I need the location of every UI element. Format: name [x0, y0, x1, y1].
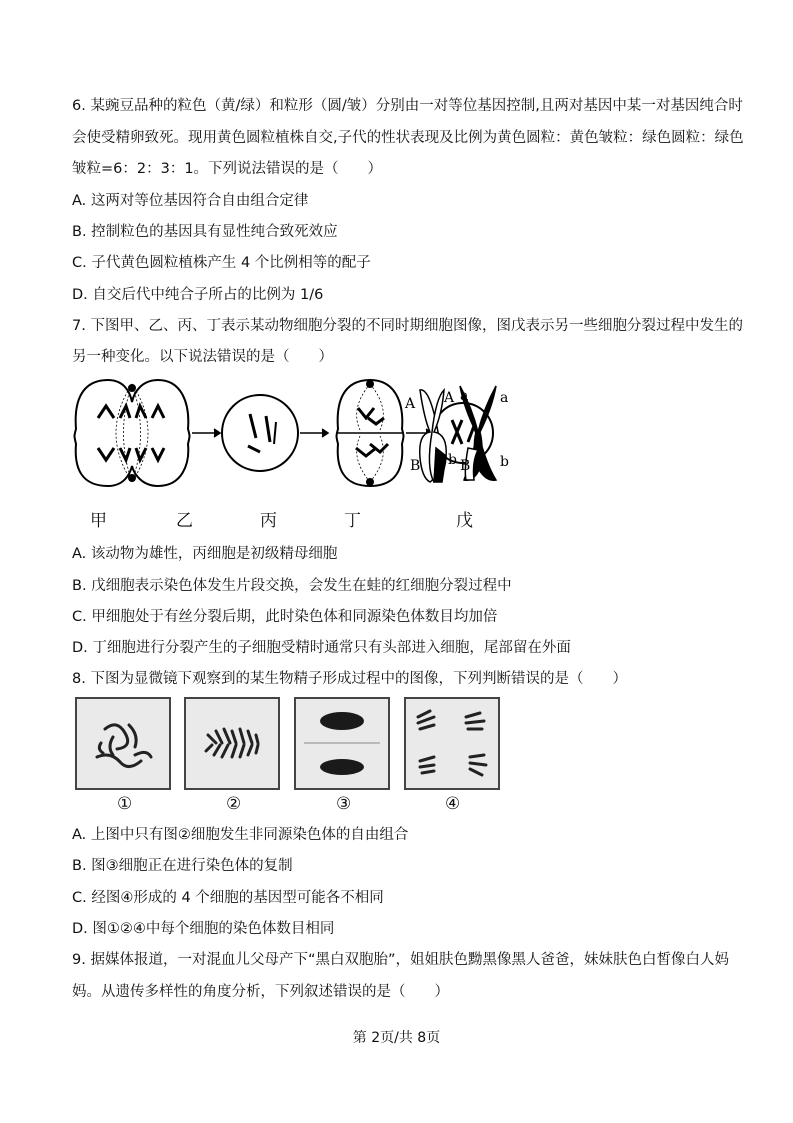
- label-1: ①: [117, 794, 133, 814]
- q8-option-d: D. 图①②④中每个细胞的染色体数目相同: [72, 921, 335, 937]
- q6-stem-line3: 皱粒=6：2：3：1。下列说法错误的是（ ）: [72, 161, 383, 177]
- q8-stem: 8. 下图为显微镜下观察到的某生物精子形成过程中的图像，下列判断错误的是（ ）: [72, 671, 627, 687]
- micrograph-4: [404, 697, 500, 790]
- page-footer: 第 2页/共 8页: [352, 1030, 441, 1046]
- q6-option-b: B. 控制粒色的基因具有显性纯合致死效应: [72, 224, 338, 240]
- gene-a-left: a: [460, 388, 469, 404]
- gene-B-right: B: [460, 458, 471, 474]
- micrograph-2: [184, 697, 280, 790]
- q8-option-a: A. 上图中只有图②细胞发生非同源染色体的自由组合: [72, 827, 409, 843]
- gene-b-right: b: [500, 454, 509, 470]
- q6-stem-line1: 6. 某豌豆品种的粒色（黄/绿）和粒形（圆/皱）分别由一对等位基因控制,且两对基因中某一对基因纯合时: [72, 98, 743, 114]
- label-bing: 丙: [260, 511, 277, 531]
- arrow-1: [192, 429, 220, 437]
- q7-option-c: C. 甲细胞处于有丝分裂后期，此时染色体和同源染色体数目均加倍: [72, 609, 498, 625]
- gene-A-right: A: [444, 390, 455, 406]
- q6-stem-line2: 会使受精卵致死。现用黄色圆粒植株自交,子代的性状表现及比例为黄色圆粒：黄色皱粒：绿色圆粒：绿色: [72, 130, 744, 146]
- q6-option-a: A. 这两对等位基因符合自由组合定律: [72, 193, 309, 209]
- q9-stem-line1: 9. 据媒体报道，一对混血儿父母产下“黑白双胞胎”，姐姐肤色黝黑像黑人爸爸，妹妹肤色白皙像白人妈: [72, 952, 729, 968]
- label-4: ④: [445, 794, 461, 814]
- gene-B-left: B: [410, 458, 421, 474]
- gene-a-right: a: [500, 390, 509, 406]
- label-wu: 戊: [456, 511, 473, 531]
- gene-b-left: b: [448, 452, 457, 468]
- label-3: ③: [336, 794, 352, 814]
- arrow-2: [300, 429, 328, 437]
- label-2: ②: [226, 794, 242, 814]
- q6-option-d: D. 自交后代中纯合子所占的比例为 1/6: [72, 287, 324, 303]
- micrograph-3: [294, 697, 390, 790]
- cell-bing: [337, 380, 404, 486]
- q9-stem-line2: 妈。从遗传多样性的角度分析，下列叙述错误的是（ ）: [72, 984, 449, 1000]
- cell-yi: [222, 395, 298, 471]
- q8-option-c: C. 经图④形成的 4 个细胞的基因型可能各不相同: [72, 890, 384, 906]
- q6-option-c: C. 子代黄色圆粒植株产生 4 个比例相等的配子: [72, 255, 371, 271]
- q7-crossover-diagram: [400, 378, 520, 488]
- micrograph-1: [75, 697, 171, 790]
- q7-stem-line2: 另一种变化。以下说法错误的是（ ）: [72, 349, 333, 365]
- cell-jia: [75, 380, 190, 486]
- q7-option-d: D. 丁细胞进行分裂产生的子细胞受精时通常只有头部进入细胞，尾部留在外面: [72, 640, 571, 656]
- label-yi: 乙: [176, 511, 193, 531]
- q8-option-b: B. 图③细胞正在进行染色体的复制: [72, 858, 293, 874]
- label-jia: 甲: [90, 511, 107, 531]
- label-ding: 丁: [344, 511, 361, 531]
- q7-option-b: B. 戊细胞表示染色体发生片段交换，会发生在蛙的红细胞分裂过程中: [72, 578, 512, 594]
- q7-stem-line1: 7. 下图甲、乙、丙、丁表示某动物细胞分裂的不同时期细胞图像，图戊表示另一些细胞分裂过程中发生的: [72, 318, 743, 334]
- gene-A-left: A: [405, 396, 416, 412]
- q7-option-a: A. 该动物为雄性，丙细胞是初级精母细胞: [72, 546, 338, 562]
